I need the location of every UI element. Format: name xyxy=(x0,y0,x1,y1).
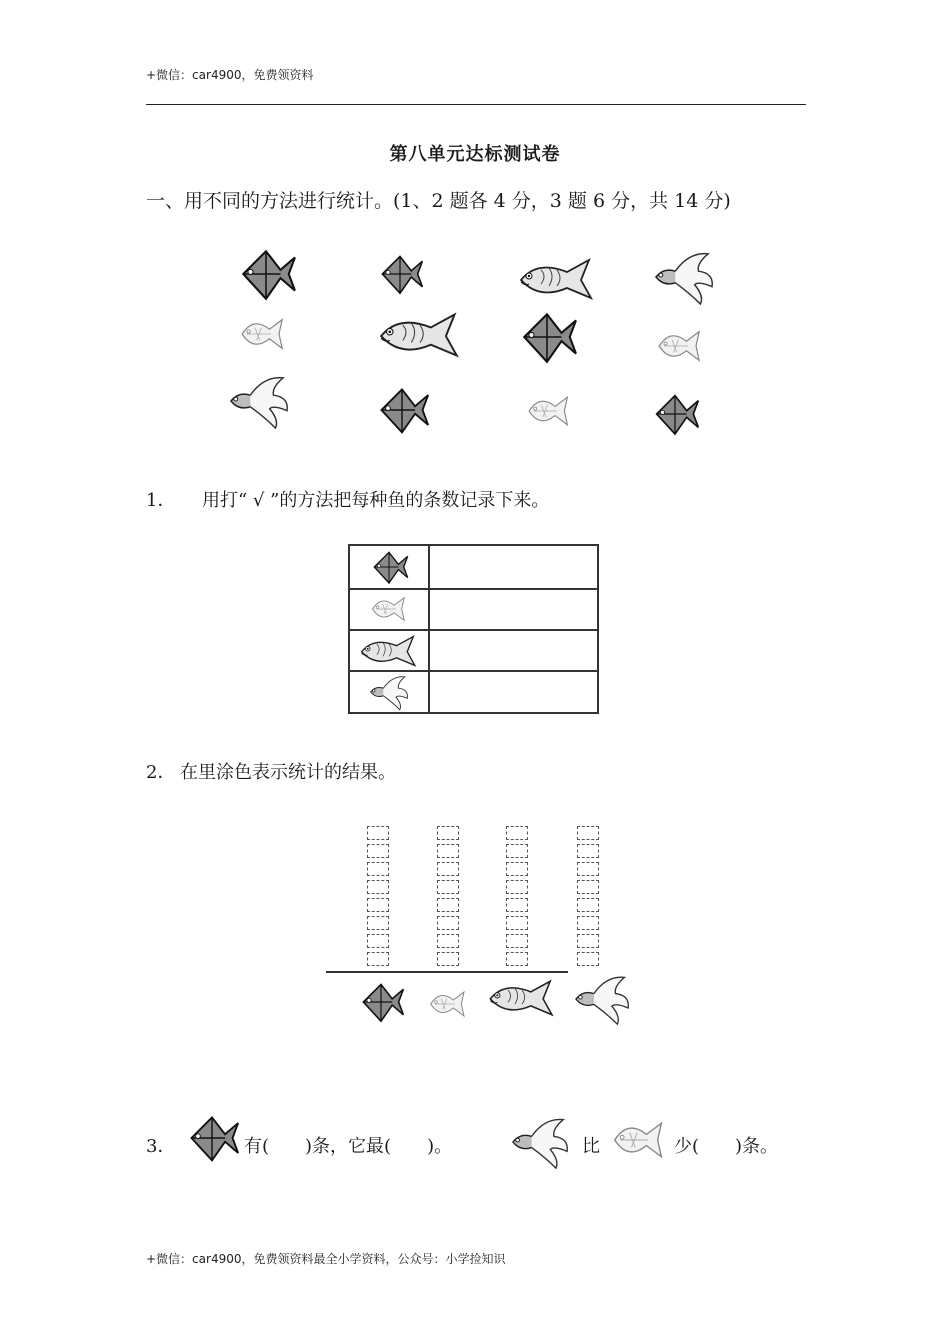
angelfish-icon xyxy=(364,547,414,587)
dashed-box[interactable] xyxy=(506,880,528,894)
flatfish-icon xyxy=(232,310,294,358)
bar-column-flatfish xyxy=(437,826,461,970)
dashed-box[interactable] xyxy=(577,952,599,966)
goldfish-icon xyxy=(500,1114,580,1170)
question-3-text-part3: 少( )条。 xyxy=(674,1136,779,1157)
dashed-box[interactable] xyxy=(367,844,389,858)
angelfish-icon xyxy=(376,250,424,298)
bar-column-carp xyxy=(506,826,530,970)
goldfish-icon xyxy=(224,372,294,430)
tally-row-flatfish xyxy=(349,589,598,630)
question-1-text: 用打“ √ ”的方法把每种鱼的条数记录下来。 xyxy=(202,490,550,511)
dashed-box[interactable] xyxy=(506,826,528,840)
dashed-box[interactable] xyxy=(437,862,459,876)
dashed-box[interactable] xyxy=(506,898,528,912)
dashed-box[interactable] xyxy=(577,898,599,912)
tally-table xyxy=(348,544,599,714)
flatfish-icon xyxy=(422,984,474,1024)
dashed-box[interactable] xyxy=(367,862,389,876)
angelfish-icon xyxy=(182,1110,242,1166)
dashed-box[interactable] xyxy=(437,952,459,966)
carp-icon xyxy=(514,254,600,304)
tally-icon-cell xyxy=(349,545,429,589)
header-rule xyxy=(146,104,806,105)
dashed-box[interactable] xyxy=(437,880,459,894)
tally-row-goldfish xyxy=(349,671,598,713)
question-1-label: 1． xyxy=(146,490,176,511)
question-2-text: 在里涂色表示统计的结果。 xyxy=(180,762,396,783)
angelfish-icon xyxy=(516,306,578,368)
tally-icon-cell xyxy=(349,671,429,713)
bar-column-goldfish xyxy=(577,826,601,970)
tally-answer-cell[interactable] xyxy=(429,630,598,671)
dashed-box[interactable] xyxy=(577,934,599,948)
tally-answer-cell[interactable] xyxy=(429,545,598,589)
dashed-box[interactable] xyxy=(367,916,389,930)
question-3-text-part1: 有( )条，它最( )。 xyxy=(244,1136,453,1157)
angelfish-icon xyxy=(356,978,406,1026)
dashed-box[interactable] xyxy=(437,916,459,930)
question-2-label: 2． xyxy=(146,762,176,783)
angelfish-icon xyxy=(650,388,700,440)
dashed-box[interactable] xyxy=(577,862,599,876)
question-3-label: 3． xyxy=(146,1136,176,1157)
dashed-box[interactable] xyxy=(367,934,389,948)
goldfish-icon xyxy=(650,248,718,306)
bar-column-angelfish xyxy=(367,826,391,970)
page-title: 第八单元达标测试卷 xyxy=(389,144,561,165)
dashed-box[interactable] xyxy=(577,880,599,894)
tally-answer-cell[interactable] xyxy=(429,671,598,713)
tally-answer-cell[interactable] xyxy=(429,589,598,630)
chart-baseline xyxy=(326,971,568,973)
dashed-box[interactable] xyxy=(506,916,528,930)
dashed-box[interactable] xyxy=(506,844,528,858)
flatfish-icon xyxy=(518,388,580,434)
dashed-box[interactable] xyxy=(437,898,459,912)
goldfish-icon xyxy=(356,673,422,711)
angelfish-icon xyxy=(234,243,298,305)
carp-icon xyxy=(376,308,464,362)
question-3-text-part2: 比 xyxy=(582,1136,600,1157)
tally-row-angelfish xyxy=(349,545,598,589)
section-1-heading: 一、用不同的方法进行统计。(1、2 题各 4 分，3 题 6 分，共 14 分) xyxy=(146,190,731,212)
carp-icon xyxy=(355,632,423,670)
dashed-box[interactable] xyxy=(577,916,599,930)
flatfish-icon xyxy=(356,590,422,628)
dashed-box[interactable] xyxy=(577,844,599,858)
dashed-box[interactable] xyxy=(437,934,459,948)
dashed-box[interactable] xyxy=(506,862,528,876)
footer-text: +微信：car4900，免费领资料最全小学资料，公众号：小学捡知识 xyxy=(146,1252,506,1266)
flatfish-icon xyxy=(604,1112,674,1168)
tally-row-carp xyxy=(349,630,598,671)
header-text: +微信：car4900，免费领资料 xyxy=(146,68,314,82)
dashed-box[interactable] xyxy=(367,880,389,894)
flatfish-icon xyxy=(650,322,710,370)
dashed-box[interactable] xyxy=(437,826,459,840)
dashed-box[interactable] xyxy=(367,826,389,840)
angelfish-icon xyxy=(374,382,430,438)
dashed-box[interactable] xyxy=(577,826,599,840)
dashed-box[interactable] xyxy=(367,898,389,912)
dashed-box[interactable] xyxy=(367,952,389,966)
dashed-box[interactable] xyxy=(506,934,528,948)
tally-icon-cell xyxy=(349,589,429,630)
dashed-box[interactable] xyxy=(506,952,528,966)
carp-icon xyxy=(486,976,558,1020)
goldfish-icon xyxy=(566,972,638,1026)
tally-icon-cell xyxy=(349,630,429,671)
dashed-box[interactable] xyxy=(437,844,459,858)
